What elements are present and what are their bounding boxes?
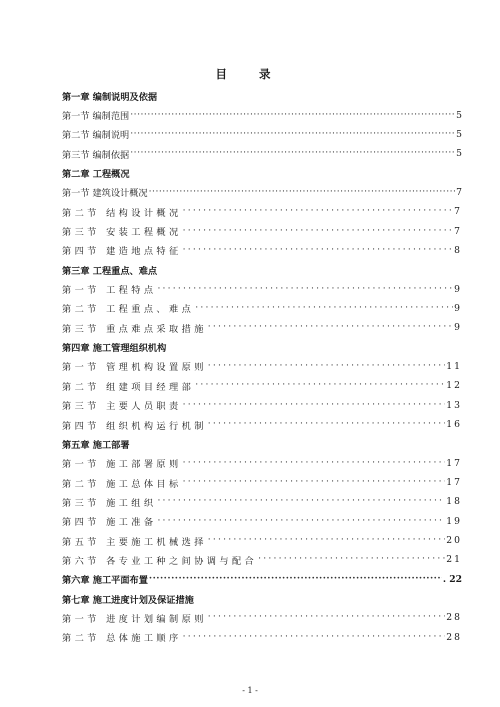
toc-entry-label: 第五章 施工部署	[62, 439, 130, 451]
toc-page-number: 5	[456, 109, 462, 121]
toc-section-entry[interactable]	[62, 492, 462, 511]
toc-entry-label: 第一节 施工部署原则	[62, 459, 182, 471]
toc-leader-dots	[195, 302, 453, 313]
toc-entry-label: 第六节 各专业工种之间协调与配合	[62, 555, 258, 567]
toc-section-entry[interactable]	[62, 396, 462, 415]
toc-chapter-entry[interactable]	[62, 434, 462, 453]
toc-entry-label: 第三节 施工组织	[62, 497, 157, 509]
toc-chapter-entry[interactable]	[62, 86, 462, 105]
toc-section-entry[interactable]	[62, 608, 462, 627]
toc-entry-label: 第二节 编制说明	[62, 130, 130, 142]
toc-section-entry[interactable]	[62, 144, 462, 163]
toc-section-entry[interactable]	[62, 357, 462, 376]
toc-page-number: 11	[446, 360, 462, 372]
toc-entry-label: 第六章 施工平面布置	[62, 575, 148, 587]
toc-entry-label: 第三节 编制依据	[62, 149, 130, 161]
toc-section-entry[interactable]	[62, 318, 462, 337]
toc-entry-label: 第三节 主要人员职责	[62, 401, 182, 413]
toc-leader-dots	[258, 553, 445, 564]
toc-entry-label: 第一节 建筑设计概况	[62, 188, 148, 200]
toc-section-entry[interactable]	[62, 241, 462, 260]
toc-entry-label: 第五节 主要施工机械选择	[62, 536, 207, 548]
toc-leader-dots	[208, 321, 453, 332]
toc-entry-label: 第二节 结构设计概况	[62, 207, 182, 219]
toc-page-number: 5	[456, 148, 462, 160]
toc-page-number: 5	[456, 128, 462, 140]
toc-page-number: . 22	[442, 573, 462, 585]
toc-page-number: 8	[454, 244, 462, 256]
toc-page-number: 7	[454, 225, 462, 237]
toc-chapter-entry[interactable]	[62, 163, 462, 182]
toc-entry-label: 第二节 组建项目经理部	[62, 381, 195, 393]
toc-entry-label: 第三章 工程重点、难点	[62, 265, 158, 277]
toc-entry-label: 第二节 工程重点、难点	[62, 304, 195, 316]
toc-page-number: 7	[454, 206, 462, 218]
toc-leader-dots	[183, 631, 446, 642]
toc-leader-dots	[149, 186, 456, 197]
toc-section-entry[interactable]	[62, 531, 462, 550]
toc-leader-dots	[183, 476, 446, 487]
toc-chapter-entry[interactable]	[62, 337, 462, 356]
toc-entry-label: 第四章 施工管理组织机构	[62, 343, 167, 355]
toc-page-number: 18	[446, 496, 462, 508]
toc-leader-dots	[157, 495, 445, 506]
toc-page-number: 21	[446, 554, 462, 566]
toc-page-number: 9	[454, 302, 462, 314]
toc-page-number: 12	[446, 380, 462, 392]
toc-page-number: 16	[446, 419, 462, 431]
toc-section-entry[interactable]	[62, 105, 462, 124]
toc-title: 目 录	[215, 67, 285, 81]
toc-section-entry[interactable]	[62, 279, 462, 298]
toc-entry-label: 第一节 工程特点	[62, 285, 157, 297]
toc-entry-label: 第一节 管理机构设置原则	[62, 362, 207, 374]
toc-page-number: 7	[456, 186, 462, 198]
toc-section-entry[interactable]	[62, 376, 462, 395]
toc-leader-dots	[157, 283, 453, 294]
toc-section-entry[interactable]	[62, 550, 462, 569]
toc-section-entry[interactable]	[62, 202, 462, 221]
toc-leader-dots	[183, 399, 446, 410]
toc-leader-dots	[183, 244, 454, 255]
toc-section-entry[interactable]	[62, 183, 462, 202]
toc-entry-label: 第四节 施工准备	[62, 517, 157, 529]
toc-chapter-entry[interactable]	[62, 589, 462, 608]
toc-entry-label: 第三节 重点难点采取措施	[62, 323, 207, 335]
table-of-contents	[62, 86, 462, 647]
toc-section-entry[interactable]	[62, 299, 462, 318]
toc-leader-dots	[208, 534, 446, 545]
toc-leader-dots	[208, 611, 446, 622]
toc-leader-dots	[130, 147, 455, 158]
toc-section-entry[interactable]	[62, 125, 462, 144]
toc-page-number: 20	[446, 535, 462, 547]
toc-entry-label: 第一章 编制说明及依据	[62, 91, 158, 103]
toc-leader-dots	[130, 109, 455, 120]
toc-page-number: 13	[446, 399, 462, 411]
toc-page-number: 17	[446, 457, 462, 469]
toc-section-entry[interactable]	[62, 628, 462, 647]
toc-entry-label: 第二节 总体施工顺序	[62, 633, 182, 645]
toc-chapter-entry[interactable]	[62, 570, 462, 589]
toc-leader-dots	[208, 418, 446, 429]
toc-entry-label: 第四节 建造地点特征	[62, 246, 182, 258]
toc-section-entry[interactable]	[62, 415, 462, 434]
toc-entry-label: 第四节 组织机构运行机制	[62, 420, 207, 432]
toc-section-entry[interactable]	[62, 454, 462, 473]
toc-leader-dots	[149, 573, 442, 584]
toc-entry-label: 第三节 安装工程概况	[62, 227, 182, 239]
toc-page-number: 9	[454, 283, 462, 295]
toc-section-entry[interactable]	[62, 473, 462, 492]
toc-page-number: 17	[446, 477, 462, 489]
toc-entry-label: 第二节 施工总体目标	[62, 478, 182, 490]
toc-entry-label: 第一节 编制范围	[62, 111, 130, 123]
toc-leader-dots	[183, 205, 454, 216]
toc-section-entry[interactable]	[62, 512, 462, 531]
page-footer: - 1 -	[242, 686, 258, 695]
toc-leader-dots	[157, 515, 445, 526]
toc-chapter-entry[interactable]	[62, 260, 462, 279]
toc-page-number: 28	[446, 631, 462, 643]
toc-leader-dots	[130, 128, 455, 139]
toc-page-number: 28	[446, 612, 462, 624]
toc-leader-dots	[195, 379, 445, 390]
toc-page-number: 9	[454, 322, 462, 334]
toc-page-number: 19	[446, 515, 462, 527]
toc-entry-label: 第一节 进度计划编制原则	[62, 613, 207, 625]
toc-leader-dots	[208, 360, 446, 371]
toc-leader-dots	[183, 225, 454, 236]
toc-section-entry[interactable]	[62, 221, 462, 240]
toc-leader-dots	[183, 457, 446, 468]
toc-entry-label: 第二章 工程概况	[62, 169, 130, 181]
toc-entry-label: 第七章 施工进度计划及保证措施	[62, 594, 194, 606]
